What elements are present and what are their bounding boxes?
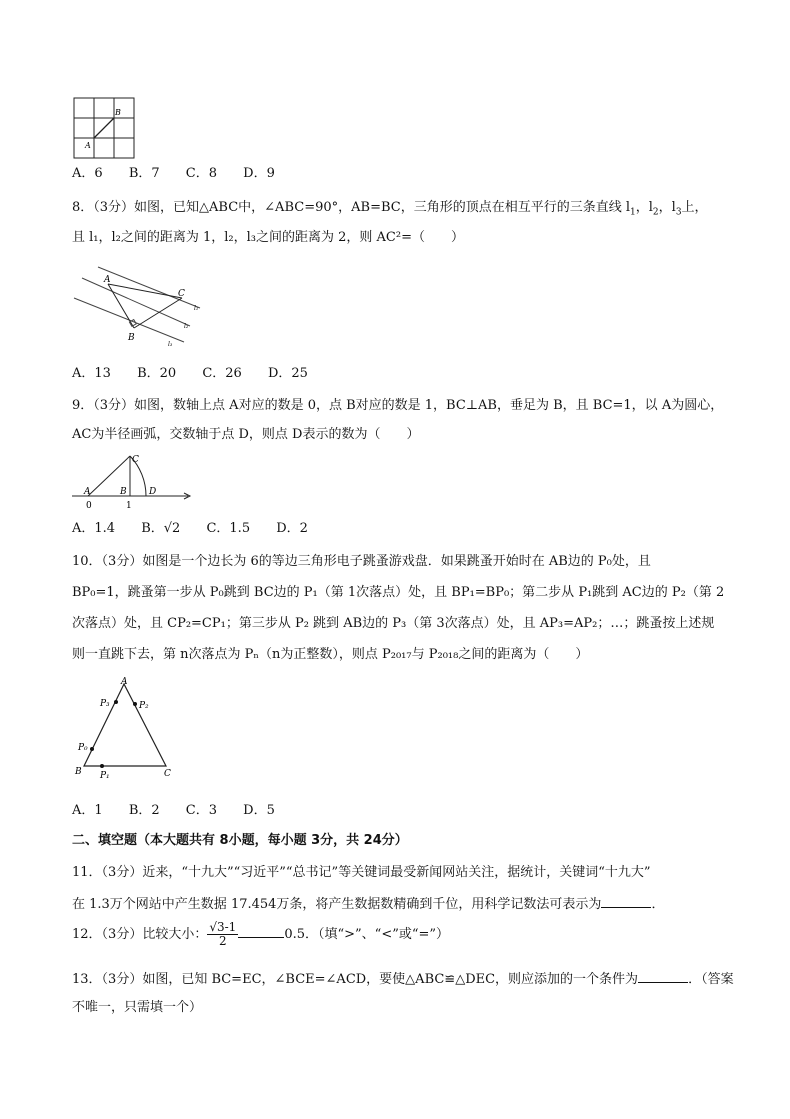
q8-label-c: C: [178, 289, 185, 299]
q10-options: [72, 803, 297, 819]
q10-option-a[interactable]: A．1: [72, 803, 103, 818]
q8-options: [72, 366, 330, 382]
q9-label-c: C: [132, 455, 139, 465]
q8-label-b: B: [128, 333, 135, 343]
q9-label-a: A: [84, 487, 91, 497]
q7-option-b[interactable]: B．7: [128, 166, 160, 181]
q8-text-line1: 8．（3分）如图，已知△ABC中，∠ABC=90°，AB=BC，三角形的顶点在相互平行的三条直线 $l_1$，$l_2$，$l_3$上，: [72, 200, 708, 218]
q10-label-b: B: [75, 767, 82, 777]
q8-text-line2: 且 l₁，l₂之间的距离为 1，l₂，l₃之间的距离为 2，则 AC²=（ ）: [72, 230, 464, 245]
q12-answer-blank[interactable]: [238, 925, 284, 938]
q9-option-b[interactable]: B．√2: [141, 521, 181, 536]
q10-text-line2: BP₀=1，跳蚤第一步从 P₀跳到 BC边的 P₁（第 1次落点）处，且 BP₁=BP₀；第二步从 P₁跳到 AC边的 P₂（第 2: [72, 585, 725, 600]
q7-label-b: B: [115, 108, 121, 117]
q10-text-line4: 则一直跳下去，第 n次落点为 Pₙ（n为正整数），则点 P₂₀₁₇与 P₂₀₁₈之间的距离为（ ）: [72, 647, 589, 662]
q8-label-a: A: [104, 275, 111, 285]
q12-fraction: $\frac{√3-1}{2}$: [209, 920, 237, 948]
q7-option-c[interactable]: C．8: [185, 166, 217, 181]
q10-label-p0: P₀: [78, 743, 88, 753]
q8-label-l1: l₁: [194, 305, 199, 312]
q11-text-line1: 11．（3分）近来，“十九大”“习近平”“总书记”等关键词最受新闻网站关注，据统计，关键词“十九大”: [72, 865, 651, 880]
q9-tick-zero: 0: [86, 501, 92, 511]
q7-grid-figure: [72, 96, 136, 160]
q7-option-d[interactable]: D．9: [243, 166, 275, 181]
q12-text: 12．（3分）比较大小： $\frac{√3-1}{2}$ 0.5．（填“>”、“<”或“=”）: [72, 920, 450, 948]
q11-answer-blank[interactable]: [601, 895, 651, 908]
q10-option-c[interactable]: C．3: [185, 803, 217, 818]
q7-option-a[interactable]: A．6: [72, 166, 103, 181]
q7-label-a: A: [85, 141, 91, 150]
q10-label-c: C: [164, 769, 171, 779]
q9-option-a[interactable]: A．1.4: [72, 521, 116, 536]
q10-text-line3: 次落点）处，且 CP₂=CP₁；第三步从 P₂ 跳到 AB边的 P₃（第 3次落点）处，且 AP₃=AP₂；…；跳蚤按上述规: [72, 616, 715, 631]
q10-label-a: A: [121, 677, 128, 687]
q9-options: [72, 521, 330, 537]
q11-text-line2: 在 1.3万个网站中产生数据 17.454万条，将产生数据数精确到千位，用科学记数法可表示为 ．: [72, 897, 665, 912]
q9-option-c[interactable]: C．1.5: [206, 521, 251, 536]
q8-option-d[interactable]: D．25: [267, 366, 308, 381]
q10-option-d[interactable]: D．5: [243, 803, 275, 818]
q7-options: [72, 166, 297, 182]
section-heading-fill-blank: 二、填空题（本大题共有 8小题，每小题 3分，共 24分）: [72, 833, 408, 848]
q8-label-l2: l₂: [184, 323, 189, 330]
q10-label-p1: P₁: [100, 771, 110, 781]
q8-option-c[interactable]: C．26: [202, 366, 242, 381]
q9-tick-one: 1: [126, 501, 132, 511]
q8-figure: [72, 262, 212, 348]
q13-text-line2: 不唯一，只需填一个）: [72, 1000, 203, 1015]
q10-label-p2: P₂: [139, 701, 149, 711]
q8-option-a[interactable]: A．13: [72, 366, 111, 381]
q13-text-line1: 13．（3分）如图，已知 BC=EC，∠BCE=∠ACD，要使△ABC≌△DEC，则应添加的一个条件为 ．（答案: [72, 972, 734, 987]
q10-label-p3: P₃: [100, 699, 110, 709]
q10-text-line1: 10．（3分）如图是一个边长为 6的等边三角形电子跳蚤游戏盘．如果跳蚤开始时在 AB边的 P₀处，且: [72, 554, 651, 569]
q9-option-d[interactable]: D．2: [276, 521, 308, 536]
q9-label-b: B: [120, 487, 127, 497]
q9-number-line-figure: [72, 450, 196, 514]
q8-option-b[interactable]: B．20: [137, 366, 177, 381]
q10-option-b[interactable]: B．2: [128, 803, 160, 818]
q10-triangle-figure: [72, 676, 182, 782]
q13-answer-blank[interactable]: [638, 970, 688, 983]
q9-label-d: D: [149, 487, 157, 497]
q8-label-l3: l₃: [168, 341, 173, 348]
q9-text-line1: 9．（3分）如图，数轴上点 A对应的数是 0，点 B对应的数是 1，BC⊥AB，垂足为 B，且 BC=1，以 A为圆心，: [72, 398, 724, 413]
q9-text-line2: AC为半径画弧，交数轴于点 D，则点 D表示的数为（ ）: [72, 427, 420, 442]
